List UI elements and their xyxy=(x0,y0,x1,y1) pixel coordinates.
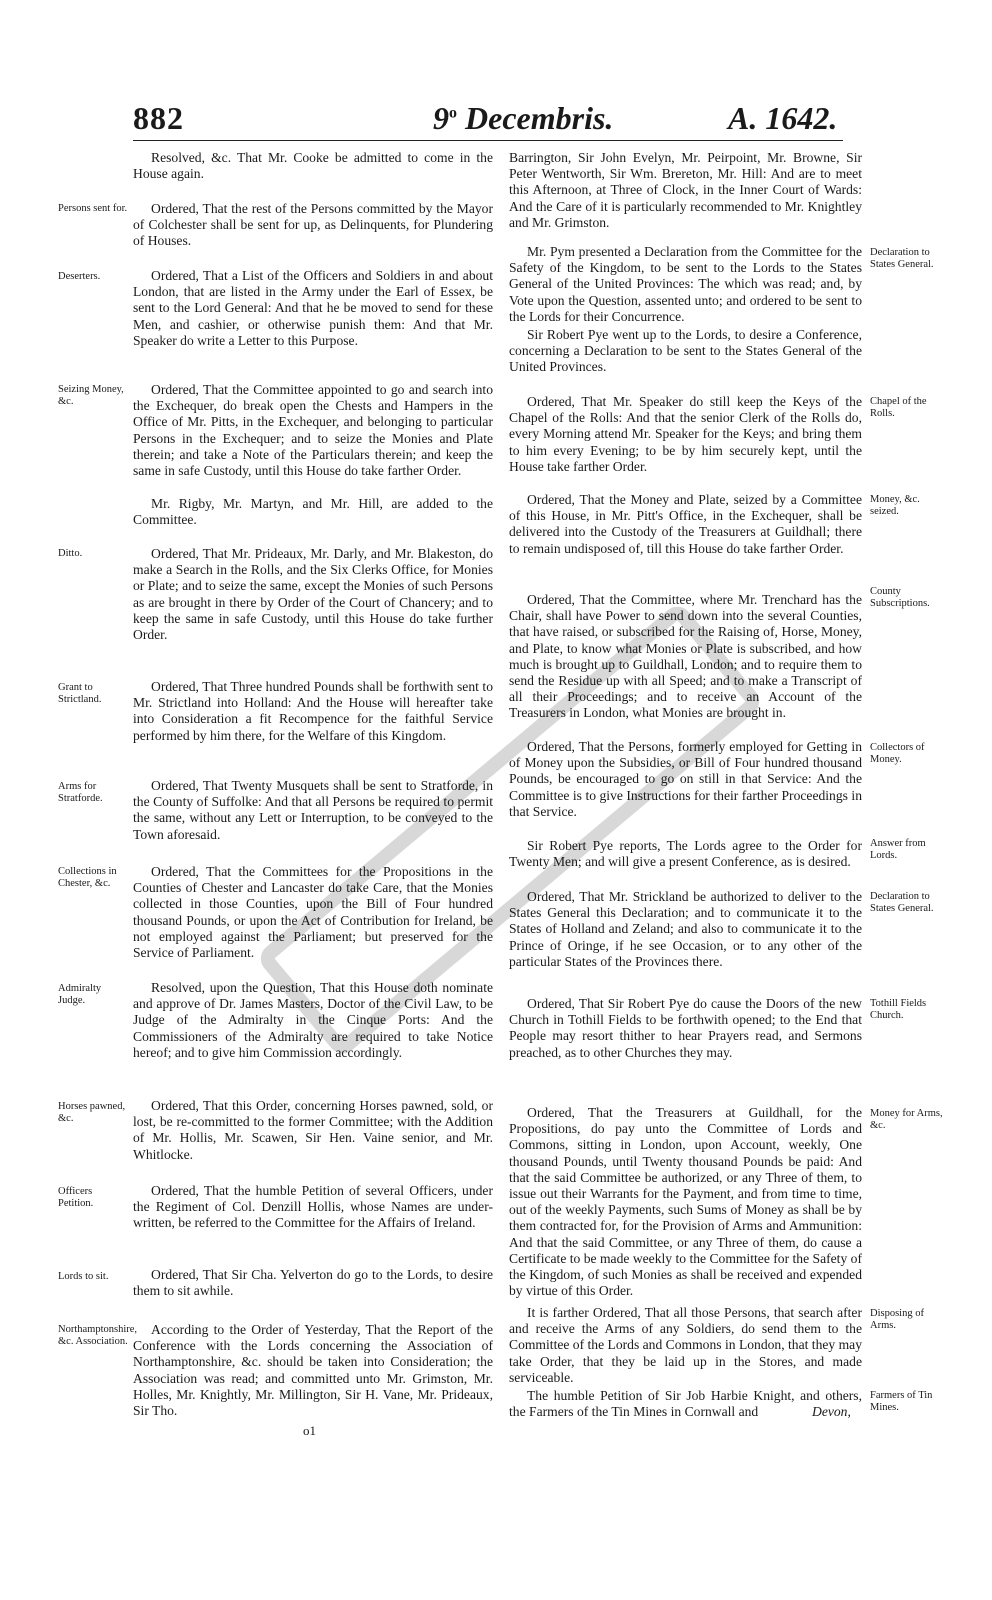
date-day: 9 xyxy=(433,100,449,136)
margin-note: Horses pawned, &c. xyxy=(58,1101,126,1124)
order-paragraph: Sir Robert Pye went up to the Lords, to desire a Conference, concerning a Declaration to be sent to the States General of the United Provinces. xyxy=(509,327,862,375)
order-paragraph: Resolved, &c. That Mr. Cooke be admitted to come in the House again. xyxy=(133,150,493,182)
margin-note: Money, &c. seized. xyxy=(870,494,920,517)
order-paragraph: Ordered, That Sir Cha. Yelverton do go to the Lords, to desire them to sit awhile. xyxy=(133,1267,493,1299)
margin-note: Officers Petition. xyxy=(58,1186,94,1209)
margin-note: Deserters. xyxy=(58,271,101,282)
margin-note: Grant to Strictland. xyxy=(58,682,102,705)
order-paragraph: According to the Order of Yesterday, That the Report of the Conference with the Lords concerning the Association of Northamptonshire, &c. should be taken into Consideration; the Association was read; and committed unto Mr. Grimston, Mr. Holles, Mr. Knightly, Mr. Millington, Sir H. Vane, Mr. Prideaux, Sir Tho. xyxy=(133,1322,493,1419)
order-paragraph: Ordered, That Mr. Speaker do still keep the Keys of the Chapel of the Rolls: And that the senior Clerk of the Rolls do, every Morning attend Mr. Speaker for the Keys; and bring them to him every Evening; to be by him securely kept, until the House take farther Order. xyxy=(509,394,862,474)
margin-note: County Subscriptions. xyxy=(870,586,930,609)
order-paragraph: Ordered, That Twenty Musquets shall be sent to Stratforde, in the County of Suffolke: And that all Persons be required to permit the same, without any Lett or Interruption, to be conveyed to the Town aforesaid. xyxy=(133,778,493,842)
margin-note: Answer from Lords. xyxy=(870,838,926,861)
order-paragraph: Ordered, That the humble Petition of several Officers, under the Regiment of Col. Denzill Hollis, whose Names are under-written, be referred to the Committee for the Affairs of Ireland. xyxy=(133,1183,493,1231)
page-date xyxy=(433,100,613,137)
margin-note: Persons sent for. xyxy=(58,203,128,214)
header-rule xyxy=(133,140,843,141)
order-paragraph: Sir Robert Pye reports, The Lords agree to the Order for Twenty Men; and will give a present Conference, as is desired. xyxy=(509,838,862,870)
page-number: 882 xyxy=(133,100,184,136)
margin-note: Money for Arms, &c. xyxy=(870,1108,943,1131)
margin-note: Disposing of Arms. xyxy=(870,1308,924,1331)
page-year: A. 1642. xyxy=(728,100,838,136)
order-paragraph: Ordered, That the Committees for the Propositions in the Counties of Chester and Lancaster do take Care, that the Monies collected in those Counties, upon the Bill of Four hundred thousand Pounds, or upon the Act of Contribution for Ireland, be not employed against the Parliament; but preserved for the Service of Parliament. xyxy=(133,864,493,961)
margin-note: Declaration to States General. xyxy=(870,247,934,270)
order-paragraph: Ordered, That a List of the Officers and Soldiers in and about London, that are listed in the Army under the Earl of Essex, be sent to the Lord General: And that he be moved to send for these Men, and cashier, or otherwise punish them: And that Mr. Speaker do write a Letter to this Purpose. xyxy=(133,268,493,348)
margin-note: Lords to sit. xyxy=(58,1271,109,1282)
order-paragraph: Ordered, That Three hundred Pounds shall be forthwith sent to Mr. Strictland into Holland: And the House will hereafter take into Consideration a fit Recompence for the faithful Service performed by him there, for the Welfare of this Kingdom. xyxy=(133,679,493,743)
catchword: Devon, xyxy=(812,1404,851,1419)
margin-note: Collections in Chester, &c. xyxy=(58,866,117,889)
margin-note: Tothill Fields Church. xyxy=(870,998,927,1021)
order-paragraph: Mr. Rigby, Mr. Martyn, and Mr. Hill, are added to the Committee. xyxy=(133,496,493,528)
order-paragraph: Ordered, That Mr. Strickland be authorized to deliver to the States General this Declaration; and to communicate it to the States of Holland and Zeland; and also to communicate it to the Prince of Oringe, if he see Occasion, or to any other of the particular States of the Provinces there. xyxy=(509,889,862,969)
order-paragraph: Mr. Pym presented a Declaration from the Committee for the Safety of the Kingdom, to be sent to the Lords to the States General of the United Provinces: The which was read; and, by Vote upon the Question, assented unto; and ordered to be sent to the Lords for their Concurrence. xyxy=(509,244,862,324)
date-word: Decembris. xyxy=(465,100,614,136)
signature-mark: o1 xyxy=(303,1423,316,1438)
margin-note: Declaration to States General. xyxy=(870,891,934,914)
order-paragraph: It is farther Ordered, That all those Persons, that search after and receive the Arms of any Soldiers, do send them to the Committee of the Lords and Commons in London, that they may take Order, that they be laid up in the Stores, and made serviceable. xyxy=(509,1305,863,1385)
margin-note: Seizing Money, &c. xyxy=(58,384,124,407)
margin-note: Arms for Stratforde. xyxy=(58,781,103,804)
margin-note: Farmers of Tin Mines. xyxy=(870,1390,933,1413)
date-ordinal: o xyxy=(449,104,457,122)
margin-note: Northamptonshire, &c. Association. xyxy=(58,1324,138,1347)
order-paragraph: Ordered, That the Money and Plate, seized by a Committee of this House, in Mr. Pitt's Office, in the Exchequer, shall be delivered into the Custody of the Treasurers at Guildhall; there to remain undisposed of, till this House do take farther Order. xyxy=(509,492,862,556)
order-paragraph: Ordered, That Mr. Prideaux, Mr. Darly, and Mr. Blakeston, do make a Search in the Rolls, and the Six Clerks Office, for Monies or Plate; and to seize the same, except the Monies of such Persons as are brought in there by Order of the Court of Chancery; and to keep the same in safe Custody, until this House do take further Order. xyxy=(133,546,493,643)
order-paragraph: Ordered, That the Persons, formerly employed for Getting in of Money upon the Subsidies, or Bill of Four hundred thousand Pounds, be encouraged to go on still in that Service: And the Committee is to give Instructions for their farther Proceedings in that Service. xyxy=(509,739,862,819)
order-paragraph: Ordered, That this Order, concerning Horses pawned, sold, or lost, be re-committed to the former Committee; with the Addition of Mr. Hollis, Mr. Scawen, Sir Hen. Vaine senior, and Mr. Whitlocke. xyxy=(133,1098,493,1162)
order-paragraph: Resolved, upon the Question, That this House doth nominate and approve of Dr. James Masters, Doctor of the Civil Law, to be Judge of the Admiralty in the Cinque Ports: And the Commissioners of the Admiralty are required to take Notice hereof; and to give him Commission accordingly. xyxy=(133,980,493,1060)
order-paragraph: The humble Petition of Sir Job Harbie Knight, and others, the Farmers of the Tin Mines in Cornwall and xyxy=(509,1388,862,1420)
margin-note: Chapel of the Rolls. xyxy=(870,396,927,419)
order-paragraph: Ordered, That the Committee appointed to go and search into the Exchequer, do break open the Chests and Hampers in the Office of Mr. Pitts, in the Exchequer, and belonging to particular Persons in the Exchequer; and to seize the Monies and Plate therein; and take a Note of the Particulars therein; and keep the same in safe Custody, until this House do take farther Order. xyxy=(133,382,493,479)
margin-note: Collectors of Money. xyxy=(870,742,925,765)
margin-note: Ditto. xyxy=(58,548,83,559)
order-paragraph: Ordered, That the Treasurers at Guildhall, for the Propositions, do pay unto the Committee of Lords and Commons, sitting in London, upon Account, weekly, One thousand Pounds, until Twenty thousand Pounds be paid: And that the said Committee be authorized, or any Three of them, to issue out their Warrants for the Payment, and from time to time, out of the weekly Payments, such Sums of Money as shall be by them contracted for, for the Provision of Arms and Ammunition: And that the said Committee, or any Three of them, do cause a Certificate to be made weekly to the Committee for the Safety of the Kingdom, of such Monies as shall be received and expended by virtue of this Order. xyxy=(509,1105,862,1299)
order-paragraph: Ordered, That the Committee, where Mr. Trenchard has the Chair, shall have Power to send down into the several Counties, that have raised, or subscribed for the Raising of, Horse, Money, and Plate, to know what Monies or Plate is subscribed, and how much is brought up to Guildhall, London; and to require them to send the Residue up with all Speed; and to make a Transcript of all their Proceedings; and to receive an Account of the Treasurers in London, what Monies are brought in. xyxy=(509,592,862,721)
margin-note: Admiralty Judge. xyxy=(58,983,102,1006)
order-paragraph: Ordered, That the rest of the Persons committed by the Mayor of Colchester shall be sent for up, as Delinquents, for Plundering of Houses. xyxy=(133,201,493,249)
running-header xyxy=(0,100,992,144)
order-paragraph: Ordered, That Sir Robert Pye do cause the Doors of the new Church in Tothill Fields to be forthwith opened; to the End that People may resort thither to hear Prayers read, and Sermons preached, as to other Churches they may. xyxy=(509,996,862,1060)
order-paragraph: Barrington, Sir John Evelyn, Mr. Peirpoint, Mr. Browne, Sir Peter Wentworth, Sir Wm. Brereton, Mr. Hill: And are to meet this Afternoon, at Three of Clock, in the Inner Court of Wards: And the Care of it is particularly recommended to Mr. Knightley and Mr. Grimston. xyxy=(509,150,862,230)
